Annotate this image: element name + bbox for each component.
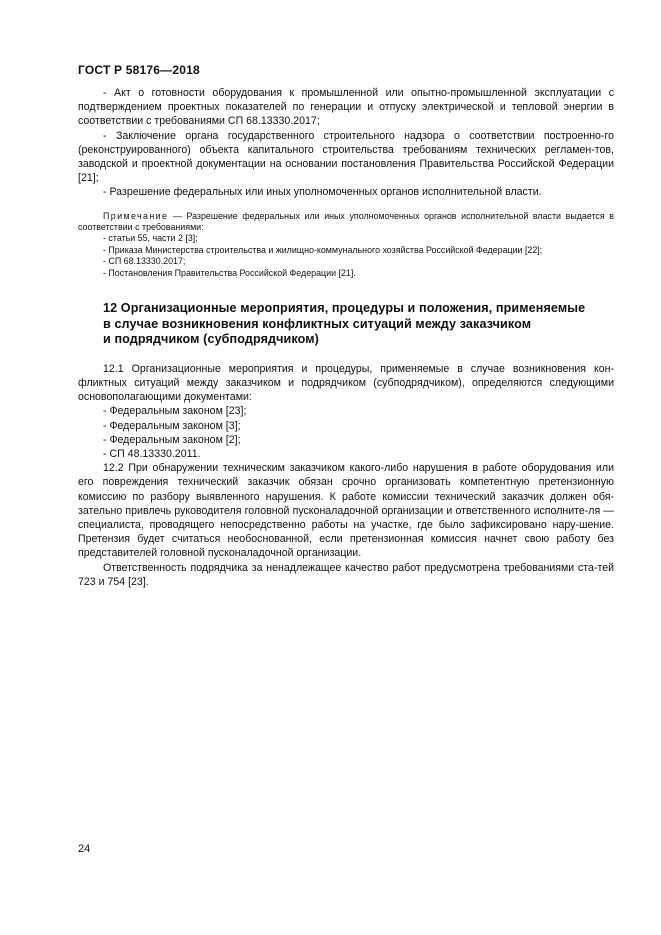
paragraph-12-2: 12.2 При обнаружении техническим заказчиком какого-либо нарушения в работе оборудования или его повреждения технический заказчик обязан срочно организовать компетентную претензионную комиссию по разбору выявленного нарушения. К работе комиссии технический заказчик должен обя-зательно привлечь руководителя головной пусконаладочной организации и ответственного исполните-ля — специалиста, проводящего непосредственно работы на участке, где было зафиксировано нару-шение. Претензия будет считаться необоснованной, если претензионная комиссия начнет свою работу без представителей головной пусконаладочной организации. [78, 462, 614, 560]
list-item: - Федеральным законом [3]; [103, 419, 241, 432]
note-intro [78, 211, 614, 234]
note-item: - СП 68.13330.2017; [103, 256, 186, 267]
note-intro-text: — Разрешение федеральных или иных уполномоченных органов исполнительной власти выдается в соответствии с требованиями: [78, 210, 614, 233]
note-item: - Постановления Правительства Российской Федерации [21]. [103, 267, 356, 278]
note-block [78, 211, 614, 279]
list-item: - СП 48.13330.2011. [103, 448, 201, 461]
section-body [78, 362, 614, 589]
section-title-line: в случае возникновения конфликтных ситуаций между заказчиком [103, 316, 532, 331]
paragraph-12-1: 12.1 Организационные мероприятия и процедуры, применяемые в случае возникновения кон-фликтных ситуаций между заказчиком и подрядчиком (субподрядчиком), определяются следующими основополагающими документами: [78, 362, 614, 404]
list-item: - Федеральным законом [23]; [103, 405, 247, 418]
page-content [78, 86, 614, 589]
section-title-line: и подрядчиком (субподрядчиком) [103, 332, 319, 347]
document-header: ГОСТ Р 58176—2018 [78, 63, 200, 77]
list-item: - Заключение органа государственного строительного надзора о соответствии построенно-го (реконструированного) объекта капитального строительства требованиям технических регламен-тов, заводской и проектной документации на основании постановления Правительства Российской Федерации [21]; [78, 129, 614, 185]
note-item: - Приказа Министерства строительства и жилищно-коммунального хозяйства Российской Федерации [22]; [103, 244, 543, 255]
list-item: - Акт о готовности оборудования к промышленной или опытно-промышленной эксплуатации с подтверждением проектных показателей по генерации и отпуску электрической и тепловой энергии в соответствии с требованиями СП 68.13330.2017; [78, 87, 614, 128]
page-number: 24 [78, 843, 91, 855]
list-item: - Федеральным законом [2]; [103, 433, 241, 446]
section-title [103, 301, 614, 348]
paragraph-responsibility: Ответственность подрядчика за ненадлежащее качество работ предусмотрена требованиями ста-тей 723 и 754 [23]. [78, 561, 614, 588]
note-label: Примечание [103, 210, 169, 221]
list-item: - Разрешение федеральных или иных уполномоченных органов исполнительной власти. [103, 186, 542, 199]
section-title-line: 12 Организационные мероприятия, процедуры и положения, применяемые [103, 301, 586, 316]
note-item: - статьи 55, части 2 [3]; [103, 233, 198, 244]
